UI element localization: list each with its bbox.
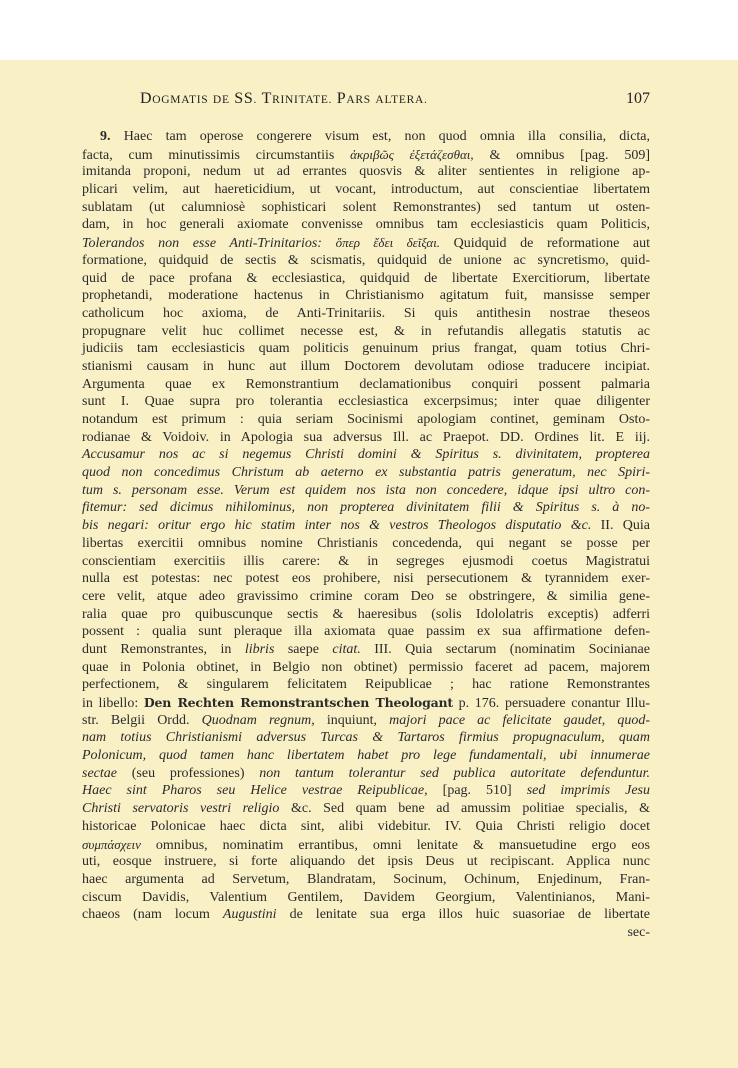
text-line [82,889,650,907]
text-run: inquiunt, [314,712,390,728]
text-line [82,623,650,641]
text-line [82,729,650,747]
text-line [82,588,650,606]
text-run: dunt Remonstrantes, in [82,641,245,657]
text-run: chaeos (nam locum [82,907,223,923]
text-run: judiciis tam ecclesiasticis quam politicis genuinum prius frangat, quam totius Chri- [82,341,650,357]
page-number: 107 [626,90,650,107]
text-line [82,782,650,800]
text-line [82,181,650,199]
text-run: conscientiam exercitiis illis carere: & in segreges ejusmodi coetus Magistratui [82,553,650,569]
italic-text: Accusamur nos ac si negemus Christi domini & Spiritus s. divinitatem, propterea [82,447,650,463]
text-run: sec- [627,924,650,940]
text-line [82,924,650,942]
italic-text: Polonicum, quod tamen hanc libertatem habet pro lege fundamentali, ubi innumerae [82,748,650,764]
italic-text: nam totius Christianismi adversus Turcas & Tartaros firmius propugnaculum, quam [82,730,650,746]
text-line [82,411,650,429]
text-run: stianismi causam in hunc aut illum Doctorem devolutam odiose traducere incipiat. [82,358,650,374]
text-run: perfectionem, & singularem felicitatem Reipublicae ; hac ratione Remonstrantes [82,677,650,693]
text-line [82,482,650,500]
body-text [82,128,650,942]
text-run: saepe [274,641,333,657]
text-run: rodianae & Voidoiv. in Apologia sua adversus Ill. ac Praepot. DD. Ordines lit. E iij. [82,429,650,445]
text-line [82,252,650,270]
blackletter-title: Den Rechten Remonstrantschen Theologant [143,695,453,710]
text-line [82,553,650,571]
text-run: Argumenta quae ex Remonstrantium declamationibus conquiri possent palmaria [82,376,650,392]
text-line [82,871,650,889]
text-run: propugnare velit huc collimet necesse est, & in refutandis allegatis statutis ac [82,323,650,339]
text-run: sublatam (ut calumniosè sophisticari solent Remonstrantes) sed tantum ut osten- [82,199,650,215]
header-title: DOGMATIS DE SS. TRINITATE. PARS ALTERA. [140,90,428,107]
text-line [82,641,650,659]
italic-text: non tantum tolerantur sed publica autoritate defenduntur. [259,765,650,781]
greek-phrase: ἀκριβῶς ἐξετάζεσθαι, [350,146,474,162]
text-line [82,358,650,376]
text-run: formatione, quidquid de sectis & scismatis, quidquid de unione ac syncretismo, quid- [82,252,650,268]
italic-text: majori pace ac felicitate gaudet, quod- [389,712,650,728]
text-line [82,659,650,677]
text-run: facta, cum minutissimis circumstantiis [82,147,351,163]
text-line [82,606,650,624]
text-run: ciscum Davidis, Valentium Gentilem, Davidem Georgium, Valentinianos, Mani- [82,889,650,905]
text-line [82,287,650,305]
text-run: & omnibus [pag. 509] [473,147,650,163]
text-run: historicae Polonicae haec dicta sint, alibi videbitur. IV. Quia Christi religio docet [82,818,650,834]
text-line [82,747,650,765]
italic-text: bis negari: oritur ergo hic statim inter nos & vestros Theologos disputatio &c. [82,518,592,534]
section-number: 9. [100,129,124,144]
text-line [82,676,650,694]
greek-phrase: συμπάσχειν [82,836,141,852]
text-line [82,146,650,164]
text-run: p. 176. persuadere conantur Illu- [452,696,650,711]
text-run: Quidquid de reformatione aut [440,236,650,252]
text-line [82,429,650,447]
text-run: possent : qualia sunt pleraque illa axiomata quae passim ex sua affirmatione defen- [82,624,650,640]
text-line [82,765,650,783]
text-run: sunt I. Quae supra pro tolerantia ecclesiastica excerpsimus; inter quae diligenter [82,394,650,410]
text-line [82,163,650,181]
text-line [82,305,650,323]
text-line [82,128,650,146]
italic-text: Augustini [222,907,277,923]
text-line [82,818,650,836]
italic-text: quod non concedimus Christum ab aeterno ex substantia patris generatum, nec Spiri- [82,465,650,481]
italic-text: Haec sint Pharos seu Helice vestrae Reipublicae, [82,783,428,799]
text-line [82,906,650,924]
text-line [82,800,650,818]
text-run: cere velit, atque adeo gravissimo crimine coram Deo se obstringere, & similia gene- [82,588,650,604]
text-line [82,216,650,234]
text-run: in libello: [82,696,144,711]
text-line [82,517,650,535]
text-line [82,694,650,712]
text-run: [pag. 510] [427,783,527,799]
text-line [82,270,650,288]
text-line [82,376,650,394]
text-line [82,340,650,358]
text-line [82,323,650,341]
text-run: II. Quia [591,518,650,534]
text-run: notandum est primum : quia seriam Socinismi apologiam continet, geminam Osto- [82,412,650,427]
text-run: haec argumenta ad Servetum, Blandratam, Socinum, Ochinum, Enjedinum, Fran- [82,871,650,887]
text-run: catholicum hoc axioma, de Anti-Trinitariis. Si quis antithesin nostrae theseos [82,305,650,321]
italic-text: sectae [82,765,117,781]
text-line [82,853,650,871]
running-header [82,90,650,110]
text-run: uti, eosque instruere, si forte aliquando det ipsis Deus ut recipiscant. Applica nunc [82,854,650,870]
text-line [82,199,650,217]
greek-phrase: ὅπερ ἔδει δεῖξαι. [335,235,441,251]
text-run: Haec tam operose congerere visum est, non quod omnia illa consilia, dicta, [123,129,651,144]
text-line [82,535,650,553]
text-run: imitanda proponi, nedum ut ad errantes quosvis & aliter sentientes in religione ap- [82,164,650,180]
text-run: plicari velim, aut haereticidium, ut vocant, introductum, aut conscientiae libertatem [82,182,650,198]
text-run: III. Quia sectarum (nominatim Socinianae [360,641,650,657]
text-line [82,499,650,517]
text-run: de lenitate sua erga illos huic suasoriae de libertate [276,907,650,923]
italic-text: Christi servatoris vestri religio [82,801,280,817]
text-run: (seu professiones) [116,765,260,781]
text-run: &c. Sed quam bene ad amussim politiae specialis, & [279,801,650,817]
text-line [82,393,650,411]
italic-text: sed imprimis Jesu [526,783,651,799]
italic-text: libris [244,641,275,657]
text-run: prophetandi, moderatione hactenus in Christianismo agitatum fuit, mansisse semper [82,288,650,304]
italic-text: tum s. personam esse. Verum est quidem nos ista non concedere, idque ipsi ultro con- [82,482,650,498]
text-line [82,446,650,464]
italic-text: citat. [332,641,361,657]
text-run: omnibus, nominatim errantibus, omni lenitate & mansuetudine ergo eos [140,837,650,853]
text-run: quid de pace profana & ecclesiastica, quidquid de libertate Exercitiorum, libertate [82,270,650,286]
text-line [82,234,650,252]
text-line [82,712,650,730]
text-run: ralia quae pro quibuscunque sectis & haeresibus (solis Idololatris exceptis) adferri [82,606,650,622]
italic-text: Quodnam regnum, [201,712,315,728]
text-line [82,836,650,854]
text-run: dam, in hoc generali axiomate convenisse omnibus tam ecclesiasticis quam Politicis, [82,217,650,233]
italic-text: Tolerandos non esse Anti-Trinitarios: [82,236,336,252]
italic-text: fitemur: sed dicimus nihilominus, non propterea divinitatem filii & Spiritus s. à no- [82,500,650,516]
book-page [0,60,738,1068]
text-line [82,570,650,588]
text-run: nulla est potestas: nec potest eos prohibere, nisi persecutionem & tyrannidem exer- [82,571,650,587]
text-run: libertas exercitii omnibus nomine Christianis concedenda, qui negant se posse per [82,535,650,551]
text-run: quae in Polonia obtinet, in Belgio non obtinet) permissio faceret ad pacem, majorem [82,659,650,675]
text-run: str. Belgii Ordd. [82,712,202,728]
text-line [82,464,650,482]
